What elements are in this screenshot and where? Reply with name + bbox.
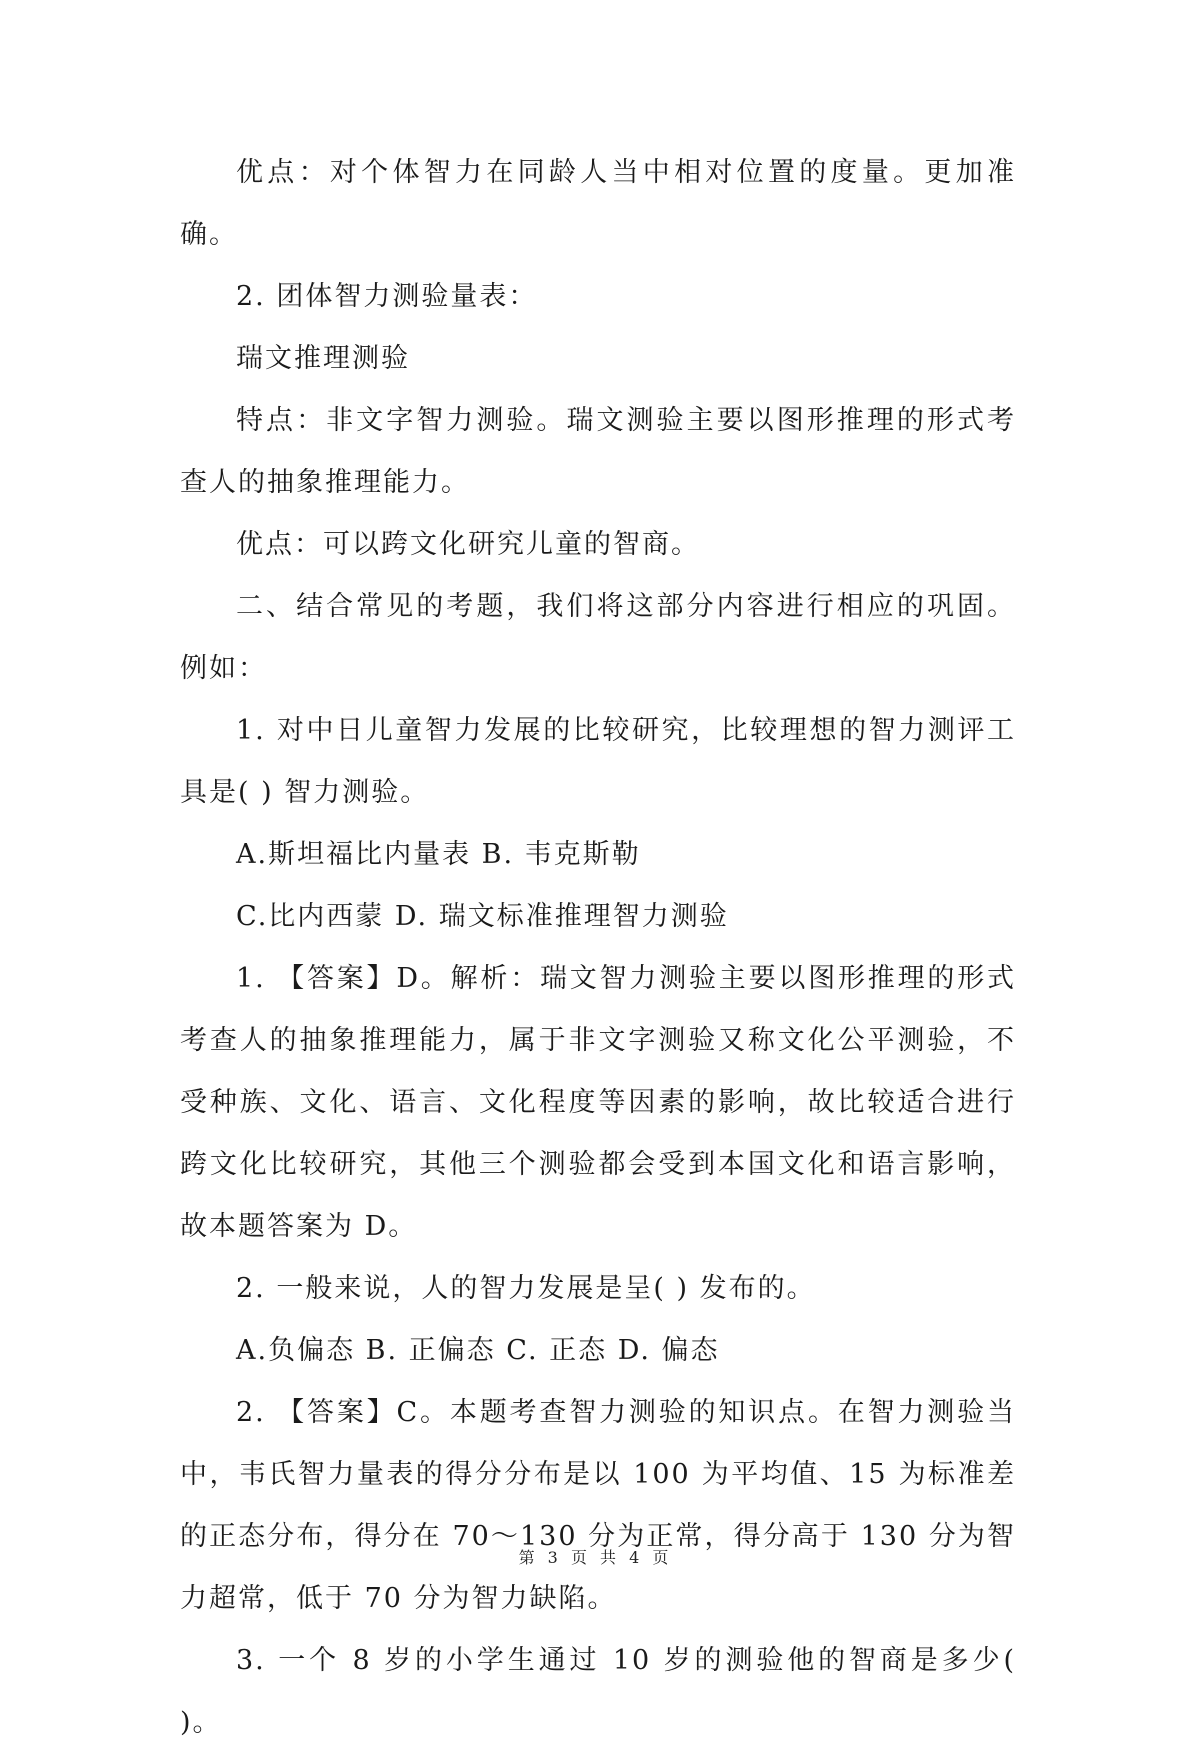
paragraph: 2. 团体智力测验量表： [236, 281, 538, 312]
question-1-options-c-d: C.比内西蒙 D. 瑞文标准推理智力测验 [236, 901, 729, 932]
answer-2: 2. 【答案】C。本题考查智力测验的知识点。在智力测验当中，韦氏智力量表的得分分布是以 100 为平均值、15 为标准差的正态分布，得分在 70～130 分为正常，得分高于 130 分为智力超常，低于 70 分为智力缺陷。 [180, 1397, 1016, 1614]
question-2: 2. 一般来说，人的智力发展是呈( ) 发布的。 [236, 1273, 816, 1304]
paragraph: 瑞文推理测验 [236, 343, 410, 374]
question-2-options: A.负偏态 B. 正偏态 C. 正态 D. 偏态 [236, 1335, 720, 1366]
paragraph: 特点：非文字智力测验。瑞文测验主要以图形推理的形式考查人的抽象推理能力。 [180, 405, 1016, 498]
page-footer: 第 3 页 共 4 页 [518, 1548, 673, 1567]
question-1-options-a-b: A.斯坦福比内量表 B. 韦克斯勒 [236, 839, 641, 870]
answer-1: 1. 【答案】D。解析：瑞文智力测验主要以图形推理的形式考查人的抽象推理能力，属于非文字测验又称文化公平测验，不受种族、文化、语言、文化程度等因素的影响，故比较适合进行跨文化比较研究，其他三个测验都会受到本国文化和语言影响，故本题答案为 D。 [180, 963, 1016, 1242]
page-body [180, 142, 1016, 1754]
paragraph: 优点：可以跨文化研究儿童的智商。 [236, 529, 700, 560]
question-3: 3. 一个 8 岁的小学生通过 10 岁的测验他的智商是多少( )。 [180, 1645, 1016, 1738]
paragraph: 优点：对个体智力在同龄人当中相对位置的度量。更加准确。 [180, 157, 1016, 250]
section-heading: 二、结合常见的考题，我们将这部分内容进行相应的巩固。例如： [180, 591, 1016, 684]
question-1: 1. 对中日儿童智力发展的比较研究，比较理想的智力测评工具是( ) 智力测验。 [180, 715, 1016, 808]
